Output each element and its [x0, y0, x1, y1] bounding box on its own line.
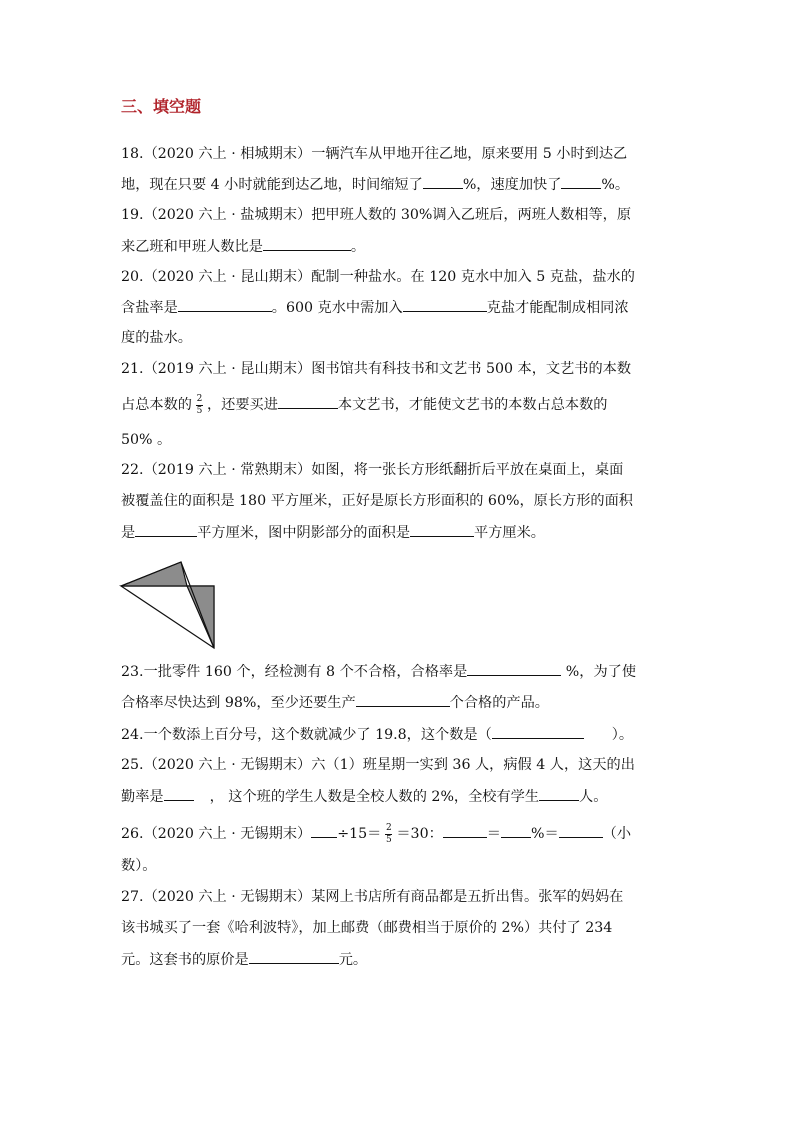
q21-text-b: ，还要买进 [206, 397, 278, 413]
q21-frac-denominator: 5 [196, 405, 203, 416]
q19-text-b: 。 [350, 239, 366, 255]
q21-line-1: 21.（2019 六上 · 昆山期末）图书馆共有科技书和文艺书 500 本，文艺书的本数 [121, 361, 632, 377]
q25-text-a: 勤率是 [121, 789, 164, 805]
q18-text-a: 地，现在只要 4 小时就能到达乙地，时间缩短了 [121, 177, 423, 193]
q18-line-1: 18.（2020 六上 · 相城期末）一辆汽车从甲地开往乙地，原来要用 5 小时到达乙 [121, 146, 628, 162]
q18-line-2 [121, 174, 629, 195]
q26-text-e: %＝ [531, 826, 559, 842]
q18-text-c: %。 [601, 177, 630, 193]
q27-text-b: 元。 [338, 952, 368, 968]
q26-blank-ratio[interactable] [443, 823, 487, 838]
q20-text-a: 含盐率是 [121, 300, 178, 316]
q26-line-2: 数）。 [121, 858, 157, 874]
q25-blank-attendance[interactable] [164, 786, 194, 801]
q26-text-f: （小 [602, 826, 632, 842]
q23-blank-rate[interactable] [467, 661, 561, 676]
q22-text-a: 是 [121, 525, 136, 541]
q26-frac-denominator: 5 [385, 834, 392, 845]
q20-text-c: 克盐才能配制成相同浓 [486, 300, 629, 316]
q19-blank-ratio[interactable] [263, 236, 351, 251]
q25-blank-students[interactable] [539, 786, 579, 801]
q22-line-2: 被覆盖住的面积是 180 平方厘米，正好是原长方形面积的 60%，原长方形的面积 [121, 493, 633, 509]
q27-line-2: 该书城买了一套《哈利波特》，加上邮费（邮费相当于原价的 2%）共付了 234 [121, 920, 613, 936]
q23-line-1 [121, 661, 636, 682]
q18-blank-time[interactable] [423, 174, 463, 189]
q20-blank-rate[interactable] [178, 297, 272, 312]
q23-text-a: 23.一批零件 160 个，经检测有 8 个不合格，合格率是 [121, 664, 468, 680]
q23-text-d: 个合格的产品。 [449, 695, 549, 711]
q20-line-1: 20.（2020 六上 · 昆山期末）配制一种盐水。在 120 克水中加入 5 克盐，盐水的 [121, 269, 635, 285]
q24-blank-number[interactable] [492, 724, 584, 739]
q18-text-b: %，速度加快了 [462, 177, 562, 193]
q25-line-1: 25.（2020 六上 · 无锡期末）六（1）班星期一实到 36 人，病假 4 人，这天的出 [121, 757, 635, 773]
q21-text-c: 本文艺书，才能使文艺书的本数占总本数的 [337, 397, 608, 413]
folded-paper-svg [119, 560, 219, 650]
q22-text-c: 平方厘米。 [474, 525, 545, 541]
q23-text-b: %，为了使 [561, 664, 637, 680]
q24-text-a: 24.一个数添上百分号，这个数就减少了 19.8，这个数是（ [121, 727, 492, 743]
q26-blank-percent[interactable] [501, 823, 531, 838]
q25-line-2 [121, 786, 607, 807]
q26-line-1 [121, 823, 631, 845]
q19-text-a: 来乙班和甲班人数比是 [121, 239, 263, 255]
section-heading: 三、填空题 [121, 97, 202, 116]
q27-text-a: 元。这套书的原价是 [121, 952, 249, 968]
q25-text-b: ， 这个班的学生人数是全校人数的 2%，全校有学生 [209, 789, 540, 805]
q24-text-b: ）。 [611, 727, 634, 743]
q23-blank-products[interactable] [356, 692, 450, 707]
q18-blank-speed[interactable] [561, 174, 601, 189]
q19-line-2 [121, 236, 365, 257]
q22-blank-area[interactable] [135, 522, 197, 537]
q20-line-2 [121, 297, 629, 318]
q22-line-3 [121, 522, 545, 543]
q21-line-2 [121, 394, 607, 416]
q23-text-c: 合格率尽快达到 98%，至少还要生产 [121, 695, 356, 711]
q21-line-3: 50% 。 [121, 432, 172, 448]
folded-paper-figure [119, 560, 219, 654]
q20-text-b: 。600 克水中需加入 [271, 300, 403, 316]
q26-text-c: ＝30： [396, 826, 443, 842]
q21-fraction [196, 395, 203, 416]
q26-fraction [385, 824, 392, 845]
q20-blank-salt[interactable] [403, 297, 487, 312]
q27-blank-price[interactable] [249, 949, 339, 964]
q24-line-1 [121, 724, 633, 745]
q26-blank-decimal[interactable] [559, 823, 603, 838]
q26-text-d: ＝ [486, 826, 501, 842]
q26-text-b: ÷15＝ [337, 826, 382, 842]
q21-frac-numerator: 2 [196, 393, 203, 404]
q22-line-1: 22.（2019 六上 · 常熟期末）如图，将一张长方形纸翻折后平放在桌面上，桌面 [121, 462, 624, 478]
q27-line-1: 27.（2020 六上 · 无锡期末）某网上书店所有商品都是五折出售。张军的妈妈在 [121, 889, 624, 905]
q22-text-b: 平方厘米，图中阴影部分的面积是 [197, 525, 411, 541]
q23-line-2 [121, 692, 549, 713]
q26-text-a: 26.（2020 六上 · 无锡期末） [121, 826, 312, 842]
q19-line-1: 19.（2020 六上 · 盐城期末）把甲班人数的 30%调入乙班后，两班人数相等，原 [121, 207, 632, 223]
q27-line-3 [121, 949, 367, 970]
q21-text-a: 占总本数的 [121, 397, 192, 413]
q26-frac-numerator: 2 [385, 822, 392, 833]
q25-text-c: 人。 [579, 789, 608, 805]
q20-line-3: 度的盐水。 [121, 330, 192, 346]
q21-blank-books[interactable] [278, 394, 338, 409]
q26-blank-dividend[interactable] [311, 823, 337, 838]
q22-blank-shadow[interactable] [410, 522, 474, 537]
